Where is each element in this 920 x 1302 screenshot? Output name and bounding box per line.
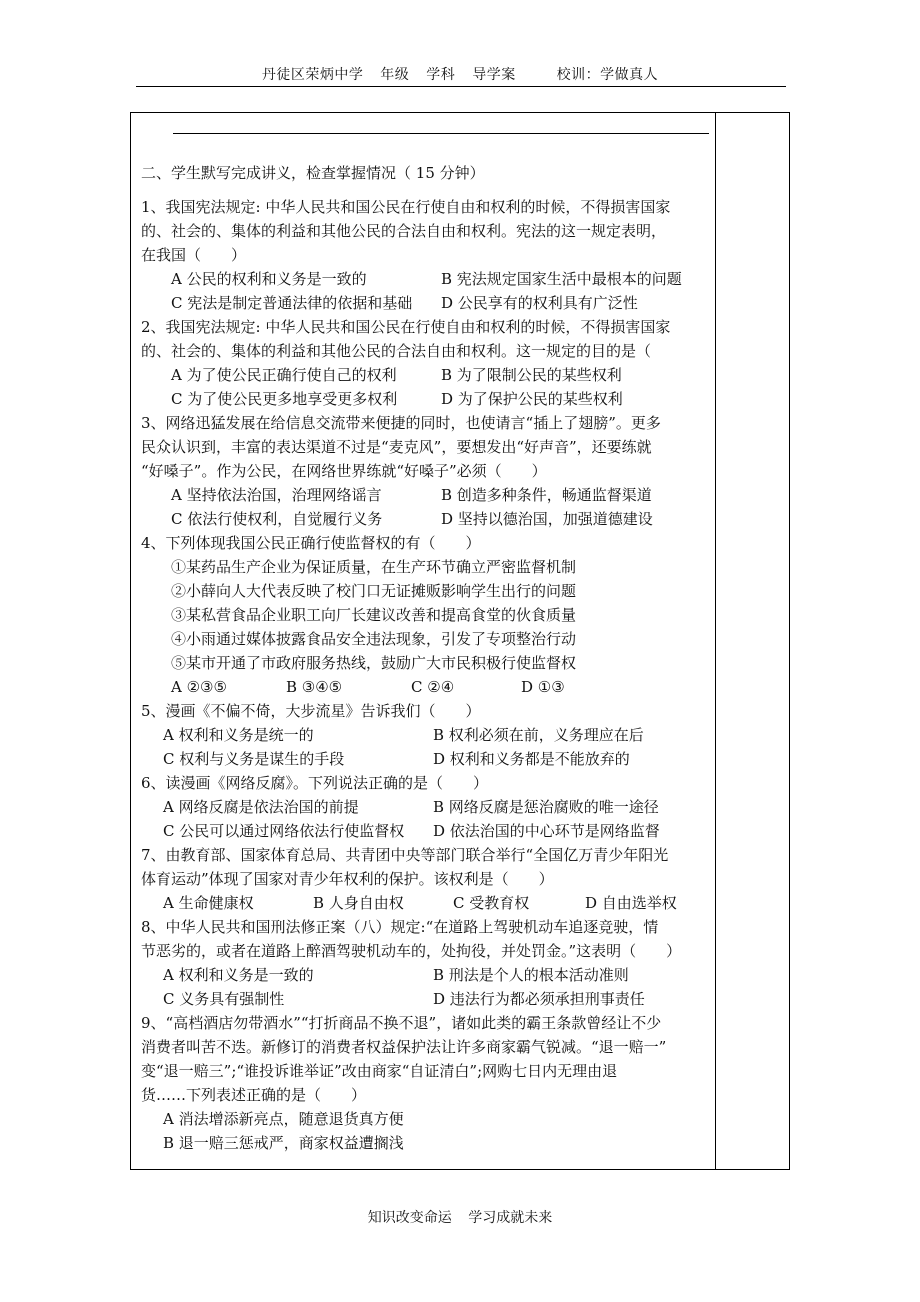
choice-row <box>141 891 709 915</box>
answer-option: A ②③⑤ <box>171 678 227 696</box>
question-stem: 3、网络迅猛发展在给信息交流带来便捷的同时，也使请言“插上了翅膀”。更多 <box>141 414 661 432</box>
question-stem: 在我国（ ） <box>141 246 247 264</box>
answer-option: A 公民的权利和义务是一致的 <box>171 270 367 288</box>
header-rule <box>136 86 786 87</box>
answer-option: B 权利必须在前，义务理应在后 <box>433 726 644 744</box>
statement-item: ④小雨通过媒体披露食品安全违法现象，引发了专项整治行动 <box>171 630 577 648</box>
answer-option: C 权利与义务是谋生的手段 <box>163 750 345 768</box>
answer-option: C 义务具有强制性 <box>163 990 285 1008</box>
school-name: 丹徒区荣炳中学 <box>261 67 364 83</box>
question-stem: 1、我国宪法规定: 中华人民共和国公民在行使自由和权利的时候，不得损害国家 <box>141 198 671 216</box>
answer-option: A 消法增添新亮点，随意退货真方便 <box>163 1110 404 1128</box>
question-stem: 4、下列体现我国公民正确行使监督权的有（ ） <box>141 534 481 552</box>
answer-option: C 宪法是制定普通法律的依据和基础 <box>171 294 413 312</box>
option-row <box>141 987 709 1011</box>
question-stem: 节恶劣的，或者在道路上醉酒驾驶机动车的，处拘役，并处罚金。”这表明（ ） <box>141 942 682 960</box>
answer-option: C 受教育权 <box>453 894 530 912</box>
statement-item: ①某药品生产企业为保证质量，在生产环节确立严密监督机制 <box>171 558 577 576</box>
question-stem: 2、我国宪法规定: 中华人民共和国公民在行使自由和权利的时候，不得损害国家 <box>141 318 671 336</box>
answer-option: D 为了保护公民的某些权利 <box>441 390 623 408</box>
option-row <box>141 747 709 771</box>
statement-item: ③某私营食品企业职工向厂长建议改善和提高食堂的伙食质量 <box>171 606 577 624</box>
answer-option: A 坚持依法治国，治理网络谣言 <box>171 486 382 504</box>
worksheet-frame <box>130 112 790 1170</box>
option-row <box>141 963 709 987</box>
answer-option: A 生命健康权 <box>163 894 254 912</box>
question-stem: 体育运动”体现了国家对青少年权利的保护。该权利是（ ） <box>141 870 554 888</box>
page-footer <box>0 1207 920 1227</box>
answer-option: A 权利和义务是一致的 <box>163 966 314 984</box>
question-stem: “好嗓子”。作为公民，在网络世界练就“好嗓子”必须（ ） <box>141 462 547 480</box>
page-header <box>0 64 920 84</box>
answer-option: D 依法治国的中心环节是网络监督 <box>433 822 660 840</box>
answer-option: D 违法行为都必须承担刑事责任 <box>433 990 645 1008</box>
answer-option: C 为了使公民更多地享受更多权利 <box>171 390 398 408</box>
question-stem: 消费者叫苦不迭。新修订的消费者权益保护法让许多商家霸气锐减。“退一赔一” <box>141 1038 667 1056</box>
answer-option: B 为了限制公民的某些权利 <box>441 366 622 384</box>
question-stem: 货……下列表述正确的是（ ） <box>141 1086 367 1104</box>
section-title: 二、学生默写完成讲义，检查掌握情况（ 15 分钟） <box>141 164 485 182</box>
answer-option: A 网络反腐是依法治国的前提 <box>163 798 359 816</box>
option-row <box>141 507 709 531</box>
answer-option: B 创造多种条件，畅通监督渠道 <box>441 486 652 504</box>
statement-item: ②小薛向人大代表反映了校门口无证摊贩影响学生出行的问题 <box>171 582 577 600</box>
answer-option: C 公民可以通过网络依法行使监督权 <box>163 822 405 840</box>
option-row <box>141 267 709 291</box>
answer-option: D 公民享有的权利具有广泛性 <box>441 294 638 312</box>
option-row <box>141 387 709 411</box>
option-row <box>141 483 709 507</box>
footer-left: 知识改变命运 <box>367 1210 452 1226</box>
option-row <box>141 291 709 315</box>
question-stem: 8、中华人民共和国刑法修正案（八）规定:“在道路上驾驶机动车追逐竞驶，情 <box>141 918 659 936</box>
answer-option: B 人身自由权 <box>313 894 404 912</box>
notes-column-divider <box>715 113 716 1169</box>
worksheet-content <box>141 161 709 1155</box>
school-motto: 校训：学做真人 <box>556 67 659 83</box>
question-stem: 的、社会的、集体的利益和其他公民的合法自由和权利。这一规定的目的是（ <box>141 342 652 360</box>
choice-row <box>141 675 709 699</box>
answer-option: D ①③ <box>521 678 565 696</box>
answer-option: D 坚持以德治国，加强道德建设 <box>441 510 653 528</box>
answer-option: D 权利和义务都是不能放弃的 <box>433 750 630 768</box>
answer-option: A 权利和义务是统一的 <box>163 726 314 744</box>
doc-type-label: 导学案 <box>472 67 516 83</box>
question-stem: 7、由教育部、国家体育总局、共青团中央等部门联合举行“全国亿万青少年阳光 <box>141 846 669 864</box>
statement-item: ⑤某市开通了市政府服务热线，鼓励广大市民积极行使监督权 <box>171 654 577 672</box>
answer-option: B 网络反腐是惩治腐败的唯一途径 <box>433 798 659 816</box>
question-stem: 6、读漫画《网络反腐》。下列说法正确的是（ ） <box>141 774 489 792</box>
inner-rule <box>173 133 709 134</box>
question-stem: 民众认识到，丰富的表达渠道不过是“麦克风”，要想发出“好声音”，还要练就 <box>141 438 652 456</box>
answer-option: D 自由选举权 <box>585 894 677 912</box>
answer-option: C 依法行使权利，自觉履行义务 <box>171 510 383 528</box>
grade-label: 年级 <box>380 67 410 83</box>
answer-option: C ②④ <box>411 678 455 696</box>
option-row <box>141 723 709 747</box>
option-row <box>141 795 709 819</box>
answer-option: B 退一赔三惩戒严，商家权益遭搁浅 <box>163 1134 404 1152</box>
answer-option: A 为了使公民正确行使自己的权利 <box>171 366 397 384</box>
question-stem: 5、漫画《不偏不倚，大步流星》告诉我们（ ） <box>141 702 481 720</box>
question-stem: 9、“高档酒店勿带酒水”“打折商品不换不退”，诸如此类的霸王条款曾经让不少 <box>141 1014 662 1032</box>
option-row <box>141 363 709 387</box>
option-row <box>141 819 709 843</box>
answer-option: B 刑法是个人的根本活动准则 <box>433 966 629 984</box>
answer-option: B ③④⑤ <box>286 678 343 696</box>
answer-option: B 宪法规定国家生活中最根本的问题 <box>441 270 682 288</box>
question-stem: 的、社会的、集体的利益和其他公民的合法自由和权利。宪法的这一规定表明， <box>141 222 667 240</box>
subject-label: 学科 <box>426 67 456 83</box>
question-stem: 变“退一赔三”;“谁投诉谁举证”改由商家“自证清白”;网购七日内无理由退 <box>141 1062 618 1080</box>
footer-right: 学习成就未来 <box>468 1210 553 1226</box>
